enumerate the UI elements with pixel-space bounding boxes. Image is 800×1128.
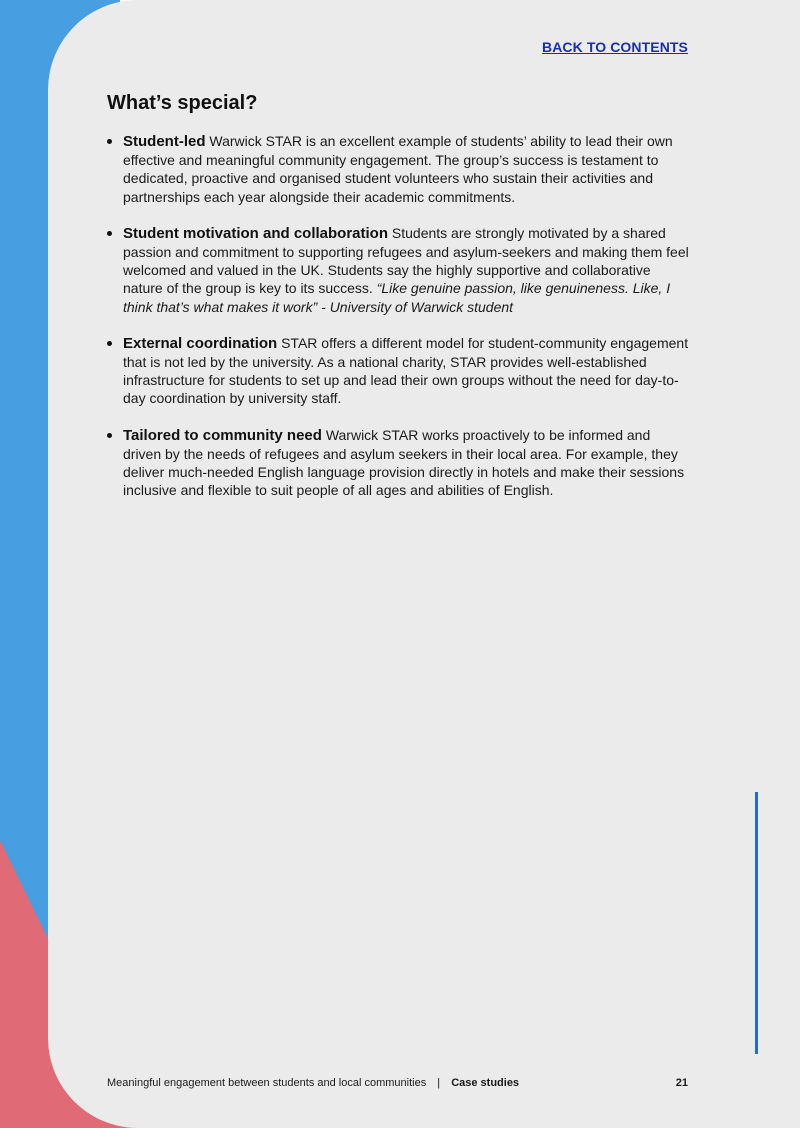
bullet-list [107,132,692,517]
bullet-item-tailored-community-need [107,426,692,500]
bullet-text: Students are strongly motivated by a shared passion and commitment to supporting refugees and asylum-seekers and making them feel welcomed and valued in the UK. Students say the highly supportive and collaborative nature of the group is key to its success. [123,224,689,297]
footer-document-title: Meaningful engagement between students and local communities [107,1077,427,1089]
footer-separator: | [437,1077,441,1089]
student-quote: “Like genuine passion, like genuineness. Like, I think that’s what makes it work” - University of Warwick student [123,280,671,315]
footer-section-name: Case studies [451,1077,520,1089]
bullet-title: Tailored to community need [123,426,322,444]
bullet-item-student-led [107,132,692,206]
section-heading: What’s special? [107,92,258,114]
bullet-dot-icon [107,231,112,236]
bullet-text: Warwick STAR is an excellent example of students’ ability to lead their own effective and meaningful community engagement. The group’s success is testament to dedicated, proactive and organised student volunteers who sustain their activities and partnerships each year alongside their academic commitments. [123,133,673,205]
bullet-title: Student-led [123,133,206,150]
bullet-dot-icon [107,139,112,144]
bullet-title: External coordination [123,334,278,352]
back-to-contents-link[interactable]: BACK TO CONTENTS [541,39,688,55]
bullet-text: Warwick STAR works proactively to be informed and driven by the needs of refugees and asylum seekers in their local area. For example, they deliver much-needed English language provision directly in hotels and make their sessions inclusive and flexible to suit people of all ages and abilities of English. [123,426,685,499]
page-number: 21 [675,1077,688,1089]
bullet-title: Student motivation and collaboration [123,224,389,242]
bullet-text: STAR offers a different model for student-community engagement that is not led by the university. As a national charity, STAR provides well-established infrastructure for students to set up and lead their own groups without the need for day-to-day coordination by university staff. [123,334,689,407]
accent-line [755,792,758,1054]
bullet-dot-icon [107,341,112,346]
bullet-dot-icon [107,433,112,438]
page-footer [107,1077,688,1089]
bullet-item-student-motivation [107,224,692,316]
bullet-item-external-coordination [107,334,692,408]
